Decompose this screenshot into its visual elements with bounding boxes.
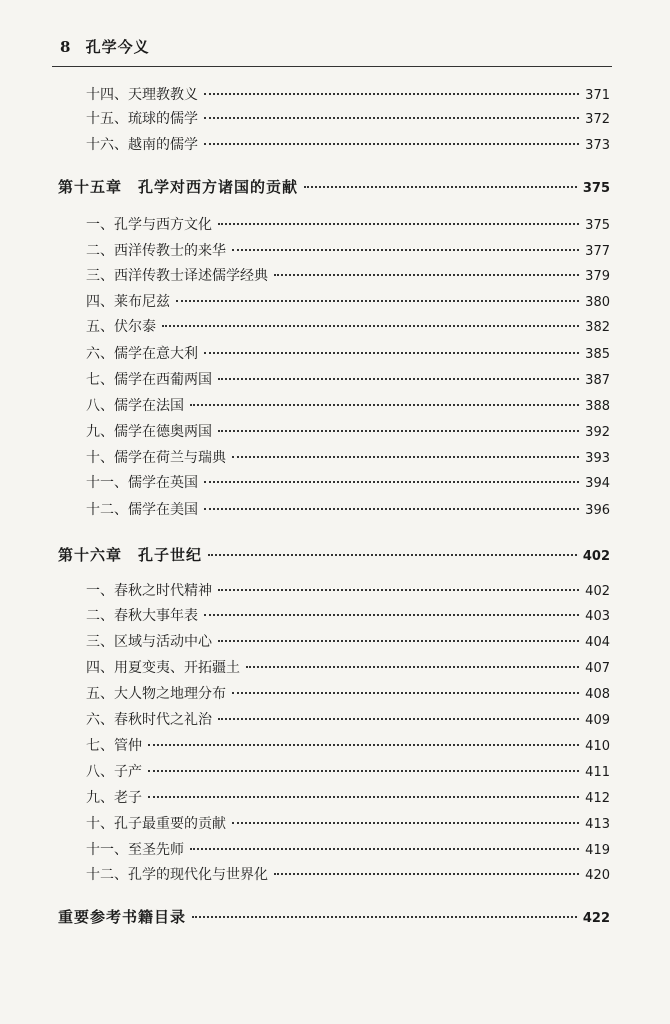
dot-leader xyxy=(274,274,579,276)
entry-title: 重要参考书籍目录 xyxy=(58,908,187,926)
dot-leader xyxy=(204,143,579,145)
chapter-entry xyxy=(58,906,610,927)
section-entry xyxy=(86,657,610,677)
entry-page-number: 388 xyxy=(585,399,610,414)
entry-page-number: 409 xyxy=(585,713,610,728)
entry-page-number: 375 xyxy=(582,181,610,196)
section-entry xyxy=(86,631,610,651)
entry-page-number: 402 xyxy=(585,584,610,599)
entry-page-number: 380 xyxy=(585,295,610,310)
entry-title: 一、孔学与西方文化 xyxy=(86,217,212,233)
dot-leader xyxy=(192,916,577,918)
dot-leader xyxy=(162,325,579,327)
dot-leader xyxy=(204,614,579,616)
entry-page-number: 408 xyxy=(585,687,610,702)
section-entry xyxy=(86,735,610,755)
section-entry xyxy=(86,683,610,703)
section-entry xyxy=(86,316,610,336)
entry-title: 十二、儒学在美国 xyxy=(86,502,198,518)
section-entry xyxy=(86,395,610,415)
entry-page-number: 396 xyxy=(585,503,610,518)
entry-page-number: 372 xyxy=(585,112,610,127)
section-entry xyxy=(86,499,610,519)
entry-title: 七、儒学在西葡两国 xyxy=(86,372,212,388)
dot-leader xyxy=(204,352,579,354)
section-entry xyxy=(86,580,610,600)
entry-title: 第十五章 孔学对西方诸国的贡献 xyxy=(58,178,299,196)
dot-leader xyxy=(218,378,579,380)
dot-leader xyxy=(208,554,577,556)
dot-leader xyxy=(246,666,579,668)
dot-leader xyxy=(232,249,579,251)
section-entry xyxy=(86,864,610,884)
entry-page-number: 393 xyxy=(585,451,610,466)
entry-title: 五、伏尔泰 xyxy=(86,319,156,335)
entry-title: 二、春秋大事年表 xyxy=(86,608,198,624)
entry-page-number: 420 xyxy=(585,868,610,883)
entry-title: 十四、天理教教义 xyxy=(86,87,198,103)
dot-leader xyxy=(274,873,579,875)
dot-leader xyxy=(204,93,579,95)
entry-page-number: 375 xyxy=(585,218,610,233)
entry-title: 九、儒学在德奥两国 xyxy=(86,424,212,440)
dot-leader xyxy=(218,718,579,720)
dot-leader xyxy=(190,404,579,406)
entry-title: 三、区域与活动中心 xyxy=(86,634,212,650)
section-entry xyxy=(86,343,610,363)
entry-title: 六、春秋时代之礼治 xyxy=(86,712,212,728)
section-entry xyxy=(86,84,610,104)
entry-title: 三、西洋传教士译述儒学经典 xyxy=(86,268,268,284)
entry-page-number: 382 xyxy=(585,320,610,335)
entry-page-number: 377 xyxy=(585,244,610,259)
entry-page-number: 379 xyxy=(585,269,610,284)
entry-page-number: 407 xyxy=(585,661,610,676)
page-number: 8 xyxy=(60,38,72,56)
entry-page-number: 394 xyxy=(585,476,610,491)
section-entry xyxy=(86,709,610,729)
chapter-entry xyxy=(58,544,610,565)
section-entry xyxy=(86,265,610,285)
entry-page-number: 371 xyxy=(585,88,610,103)
section-entry xyxy=(86,787,610,807)
dot-leader xyxy=(204,508,579,510)
entry-title: 四、用夏变夷、开拓疆土 xyxy=(86,660,240,676)
section-entry xyxy=(86,369,610,389)
dot-leader xyxy=(218,223,579,225)
entry-title: 五、大人物之地理分布 xyxy=(86,686,226,702)
dot-leader xyxy=(176,300,579,302)
dot-leader xyxy=(148,770,579,772)
section-entry xyxy=(86,240,610,260)
entry-page-number: 412 xyxy=(585,791,610,806)
entry-title: 六、儒学在意大利 xyxy=(86,346,198,362)
entry-page-number: 411 xyxy=(585,765,610,780)
entry-title: 八、儒学在法国 xyxy=(86,398,184,414)
entry-page-number: 413 xyxy=(585,817,610,832)
entry-title: 十五、琉球的儒学 xyxy=(86,111,198,127)
chapter-entry xyxy=(58,176,610,197)
section-entry xyxy=(86,447,610,467)
entry-page-number: 402 xyxy=(582,549,610,564)
section-entry xyxy=(86,761,610,781)
section-entry xyxy=(86,214,610,234)
entry-page-number: 422 xyxy=(582,911,610,926)
dot-leader xyxy=(190,848,579,850)
entry-page-number: 404 xyxy=(585,635,610,650)
entry-title: 七、管仲 xyxy=(86,738,142,754)
section-entry xyxy=(86,108,610,128)
book-title: 孔学今义 xyxy=(85,38,150,56)
entry-title: 十一、儒学在英国 xyxy=(86,475,198,491)
dot-leader xyxy=(232,456,579,458)
dot-leader xyxy=(204,481,579,483)
section-entry xyxy=(86,813,610,833)
entry-page-number: 419 xyxy=(585,843,610,858)
entry-title: 十六、越南的儒学 xyxy=(86,137,198,153)
entry-title: 十二、孔学的现代化与世界化 xyxy=(86,867,268,883)
section-entry xyxy=(86,134,610,154)
section-entry xyxy=(86,291,610,311)
entry-title: 第十六章 孔子世纪 xyxy=(58,546,203,564)
section-entry xyxy=(86,421,610,441)
entry-title: 四、莱布尼兹 xyxy=(86,294,170,310)
entry-title: 二、西洋传教士的来华 xyxy=(86,243,226,259)
dot-leader xyxy=(218,589,579,591)
entry-page-number: 387 xyxy=(585,373,610,388)
entry-title: 八、子产 xyxy=(86,764,142,780)
entry-page-number: 392 xyxy=(585,425,610,440)
section-entry xyxy=(86,472,610,492)
dot-leader xyxy=(204,117,579,119)
entry-title: 十、儒学在荷兰与瑞典 xyxy=(86,450,226,466)
dot-leader xyxy=(218,640,579,642)
dot-leader xyxy=(232,692,579,694)
dot-leader xyxy=(304,186,577,188)
entry-page-number: 403 xyxy=(585,609,610,624)
section-entry xyxy=(86,839,610,859)
entry-page-number: 410 xyxy=(585,739,610,754)
dot-leader xyxy=(218,430,579,432)
dot-leader xyxy=(148,744,579,746)
entry-title: 一、春秋之时代精神 xyxy=(86,583,212,599)
entry-page-number: 373 xyxy=(585,138,610,153)
entry-title: 十、孔子最重要的贡献 xyxy=(86,816,226,832)
dot-leader xyxy=(148,796,579,798)
entry-page-number: 385 xyxy=(585,347,610,362)
entry-title: 九、老子 xyxy=(86,790,142,806)
dot-leader xyxy=(232,822,579,824)
entry-title: 十一、至圣先师 xyxy=(86,842,184,858)
section-entry xyxy=(86,605,610,625)
